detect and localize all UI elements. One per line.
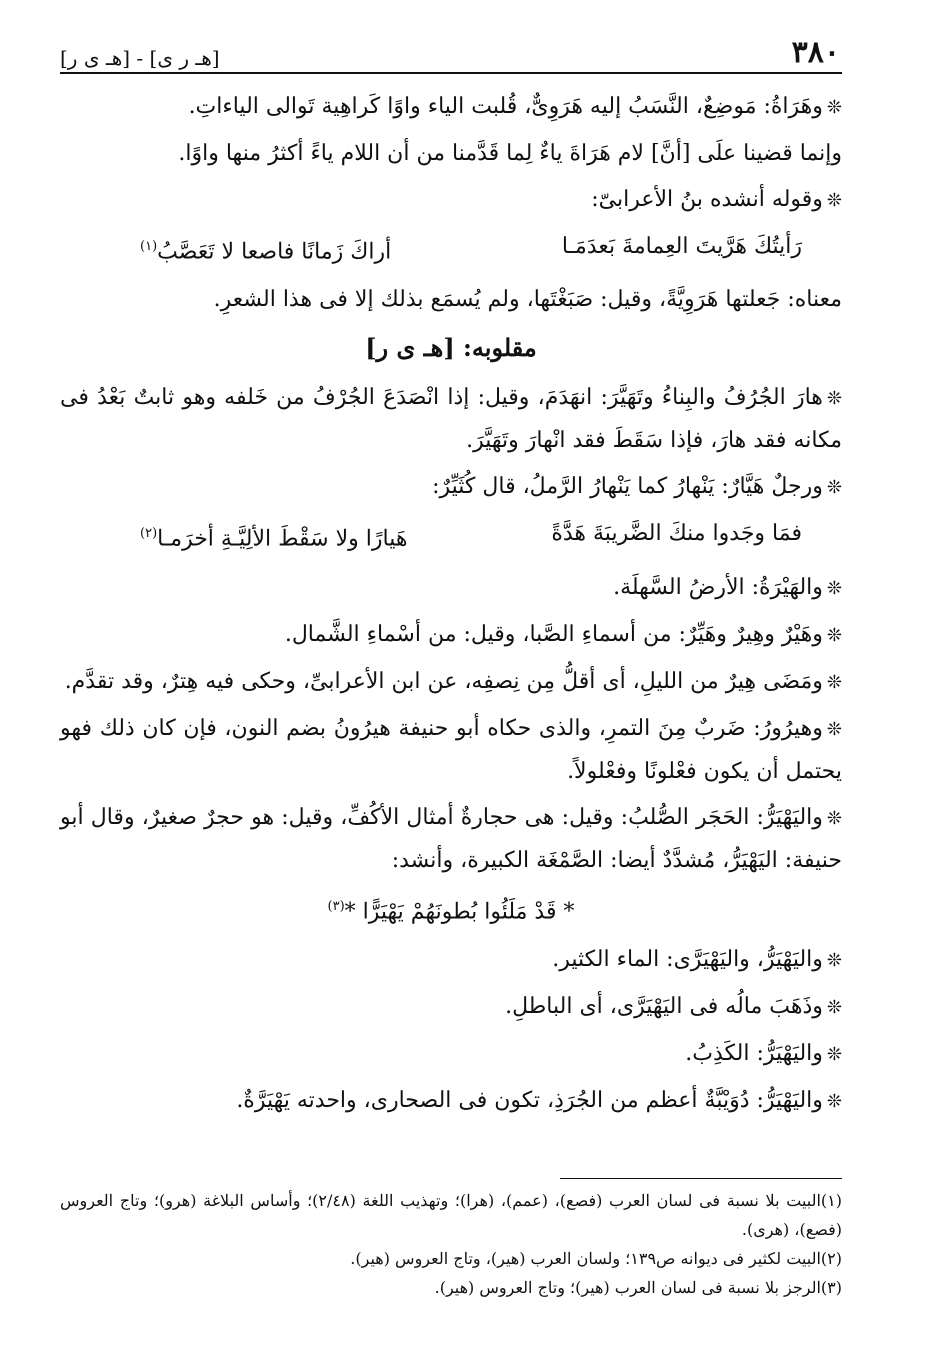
verse-2-first-hemistich: فمَا وجَدوا منكَ الضَّريبَةَ هَدَّةً <box>551 521 802 547</box>
entry-yahyarra-vain: ❊وذَهَبَ مالُه فى اليَهْيَرَّى، أى الباطلِ. <box>505 993 842 1019</box>
asterisk-flower-icon: ❊ <box>826 949 842 971</box>
verse-1-second-hemistich: أراكَ زَمانًا فاصعا لا تَعَصَّبُ$^{(١)}$ <box>140 239 392 265</box>
entry-hir-night: ❊ومَضَى هِيرٌ من الليلِ، أى أقلُّ مِن نِصفِه، عن ابن الأعرابىِّ، وحكى فيه هِترٌ، وقد تقدَّم. <box>64 668 842 694</box>
footnote-ref-1: (١) <box>140 239 158 254</box>
entry-hayr-wind: ❊وهَيْرٌ وهِيرٌ وهَيِّرٌ: من أسماءِ الصَّبا، وقيل: من أسْماءِ الشَّمال. <box>284 621 842 647</box>
page-header <box>60 26 840 70</box>
entry-hayyar: ❊ورجلٌ هَيَّارٌ: يَنْهارُ كما يَنْهارُ الرَّملُ، قال كُثَيِّرٌ: <box>432 474 842 500</box>
footnote-ref-3: (٣) <box>327 898 345 914</box>
footnote-2: (٢)البيت لكثير فى ديوانه ص١٣٩؛ ولسان العرب (هير)، وتاج العروس (هير). <box>350 1249 842 1268</box>
asterisk-flower-icon: ❊ <box>826 718 842 740</box>
asterisk-flower-icon: ❊ <box>826 624 842 646</box>
asterisk-flower-icon: ❊ <box>826 996 842 1018</box>
asterisk-flower-icon: ❊ <box>826 477 842 499</box>
entry-hirur: ❊وهيرُورُ: ضَربٌ مِنَ التمرِ، والذى حكاه أبو حنيفة هيرُونُ بضم النون، فإن كان ذلك فهو يحتمل أن يكون فعْلونًا وفعْلولاً. <box>60 715 842 784</box>
entry-yahyarr-lie: ❊واليَهْيَرُّ: الكَذِبُ. <box>685 1040 842 1066</box>
footnote-rule <box>560 1178 842 1179</box>
entry-harat-note: وإنما قضينا علَى [أنَّ] لام هَرَاةَ ياءٌ لِما قَدَّمنا من أن اللام ياءً أكثرُ منها واوًا. <box>178 141 842 166</box>
footnotes <box>60 1186 842 1302</box>
entry-yahyarr-water: ❊واليَهْيَرُّ، واليَهْيَرَّى: الماء الكثير. <box>552 946 842 972</box>
entry-verse-intro: ❊وقوله أنشده بنُ الأعرابىّ: <box>591 187 842 212</box>
verse-1-first-hemistich: رَأيتُكَ هَرَّيتَ العِمامةَ بَعدَمَـا <box>561 234 802 259</box>
asterisk-flower-icon: ❊ <box>826 671 842 693</box>
asterisk-flower-icon: ❊ <box>826 1090 842 1112</box>
entry-yahyarr-animal: ❊واليَهْيَرُّ: دُوَيْبَّةٌ أعظم من الجُرَذِ، تكون فى الصحارى، واحدته يَهْيَرَّةٌ. <box>236 1087 842 1113</box>
rajaz-line: * قَدْ مَلَئُوا بُطونَهُمْ يَهْيَرًّا *$^{(٣)}$ <box>327 898 575 924</box>
asterisk-flower-icon: ❊ <box>826 388 842 410</box>
entry-yahyarr-stone: ❊واليَهْيَرُّ: الحَجَر الصُّلبُ: وقيل: هى حجارةٌ أمثال الأكُفِّ، وقيل: هو حجرٌ صغيرٌ، وقال أبو حنيفة: اليَهْيَرُّ، مُشدَّدٌ أيضا: الصَّمْغَة الكبيرة، وأنشد: <box>60 804 842 873</box>
section-heading: مقلوبه: [هـ ى ر] <box>365 333 537 363</box>
asterisk-flower-icon: ❊ <box>826 97 842 118</box>
running-head: [هـ ر ى] - [هـ ى ر] <box>60 46 220 70</box>
footnote-1: (١)البيت بلا نسبة فى لسان العرب (فصع)، (عمم)، (هرا)؛ وتهذيب اللغة (٢/٤٨)؛ وأساس البلاغة (هرو)؛ وتاج العروس (فصع)، (هرى). <box>60 1191 842 1239</box>
verse-2-second-hemistich: هَيارًا ولا سَقْطَ الألِيَّـةِ أخرَمـا$^{(٢)}$ <box>140 526 408 552</box>
asterisk-flower-icon: ❊ <box>826 190 842 211</box>
verse-1 <box>60 226 842 273</box>
entry-harat: ❊وهَرَاةُ: مَوضِعٌ، النَّسَبُ إليه هَرَوِىٌّ، قُلبت الياء واوًا كَراهِية تَوالى الياءاتِ. <box>188 94 842 119</box>
entry-meaning: معناه: جَعلتها هَرَوِيَّةً، وقيل: صَبَغْتَها، ولم يُسمَع بذلك إلا فى هذا الشعرِ. <box>213 287 842 313</box>
footnote-3: (٣)الرجز بلا نسبة فى لسان العرب (هير)؛ وتاج العروس (هير). <box>434 1278 842 1297</box>
asterisk-flower-icon: ❊ <box>826 577 842 599</box>
entry-har: ❊هارَ الجُرُفُ والبِناءُ وتَهَيَّرَ: انهَدَمَ، وقيل: إذا انْصَدَعَ الجُرْفُ من خَلفه وهو ثابتٌ بَعْدُ فى مكانه فقد هارَ، فإذا سَقَطَ فقد انْهارَ وتَهَيَّرَ. <box>60 385 842 454</box>
footnote-ref-2: (٢) <box>140 526 158 542</box>
asterisk-flower-icon: ❊ <box>826 807 842 829</box>
header-rule <box>60 72 842 74</box>
verse-2 <box>60 513 842 560</box>
entry-hayra: ❊والهَيْرَةُ: الأرضُ السَّهلَة. <box>613 574 842 600</box>
main-text <box>60 86 842 1127</box>
page-number: ٣٨٠ <box>791 35 840 70</box>
asterisk-flower-icon: ❊ <box>826 1043 842 1065</box>
